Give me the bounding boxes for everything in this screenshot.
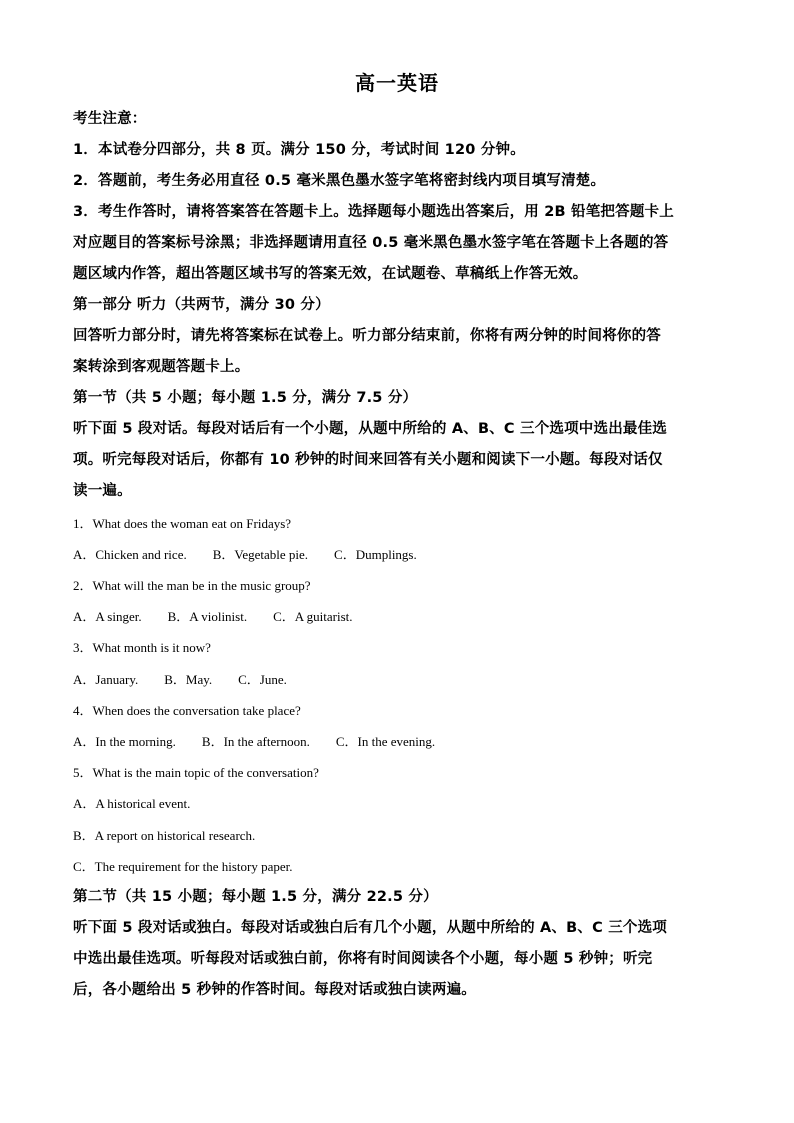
section1-intro-line-1: 听下面 5 段对话。每段对话后有一个小题，从题中所给的 A、B、C 三个选项中选出最佳选 <box>73 421 667 437</box>
question-5-option-a: A．A historical event. <box>73 796 191 811</box>
question-2-option-a: A．A singer. <box>73 609 142 624</box>
question-3-option-c: C．June. <box>238 672 287 687</box>
question-4: 4．When does the conversation take place? <box>73 703 301 718</box>
question-5-option-c: C．The requirement for the history paper. <box>73 859 293 874</box>
notice-item-1: 1．本试卷分四部分，共 8 页。满分 150 分，考试时间 120 分钟。 <box>73 142 525 158</box>
question-1: 1．What does the woman eat on Fridays? <box>73 516 292 531</box>
question-1-options <box>73 545 723 565</box>
question-4-option-b: B．In the afternoon. <box>201 734 310 749</box>
notice-heading: 考生注意： <box>73 111 147 127</box>
question-1-option-c: C．Dumplings. <box>334 547 417 562</box>
notice-item-2: 2．答题前，考生务必用直径 0.5 毫米黑色墨水签字笔将密封线内项目填写清楚。 <box>73 173 606 189</box>
notice-item-3-line-2: 对应题目的答案标号涂黑；非选择题请用直径 0.5 毫米黑色墨水签字笔在答题卡上各题的答 <box>73 235 669 251</box>
question-4-option-c: C．In the evening. <box>335 734 436 749</box>
question-3-options <box>73 670 723 690</box>
section1-intro-line-3: 读一遍。 <box>73 483 132 499</box>
question-3-option-b: B．May. <box>164 672 213 687</box>
section1-intro-line-2: 项。听完每段对话后，你都有 10 秒钟的时间来回答有关小题和阅读下一小题。每段对话仅 <box>73 452 663 468</box>
question-5-option-b: B．A report on historical research. <box>73 828 256 843</box>
question-2-options <box>73 607 723 627</box>
part1-intro-line-1: 回答听力部分时，请先将答案标在试卷上。听力部分结束前，你将有两分钟的时间将你的答 <box>73 328 661 344</box>
question-2-option-b: B．A violinist. <box>167 609 248 624</box>
section2-heading: 第二节（共 15 小题；每小题 1.5 分，满分 22.5 分） <box>73 889 438 905</box>
question-4-options <box>73 732 723 752</box>
page-title: 高一英语 <box>355 71 439 95</box>
question-2-option-c: C．A guitarist. <box>273 609 353 624</box>
question-3-option-a: A．January. <box>73 672 139 687</box>
section2-intro-line-2: 中选出最佳选项。听每段对话或独白前，你将有时间阅读各个小题，每小题 5 秒钟；听完 <box>73 951 653 967</box>
question-1-option-a: A．Chicken and rice. <box>73 547 187 562</box>
question-2: 2．What will the man be in the music group? <box>73 578 311 593</box>
part1-intro-line-2: 案转涂到客观题答题卡上。 <box>73 359 250 375</box>
question-4-option-a: A．In the morning. <box>73 734 176 749</box>
notice-item-3: 3．考生作答时，请将答案答在答题卡上。选择题每小题选出答案后，用 2B 铅笔把答题卡上 <box>73 204 674 220</box>
notice-item-3-line-3: 题区域内作答，超出答题区域书写的答案无效，在试题卷、草稿纸上作答无效。 <box>73 266 588 282</box>
section1-heading: 第一节（共 5 小题；每小题 1.5 分，满分 7.5 分） <box>73 390 418 406</box>
section2-intro-line-1: 听下面 5 段对话或独白。每段对话或独白后有几个小题，从题中所给的 A、B、C 三个选项 <box>73 920 667 936</box>
question-1-option-b: B．Vegetable pie. <box>212 547 309 562</box>
section2-intro-line-3: 后，各小题给出 5 秒钟的作答时间。每段对话或独白读两遍。 <box>73 982 476 998</box>
part1-heading: 第一部分 听力（共两节，满分 30 分） <box>73 297 330 313</box>
question-5: 5．What is the main topic of the conversation? <box>73 765 319 780</box>
question-3: 3．What month is it now? <box>73 640 211 655</box>
